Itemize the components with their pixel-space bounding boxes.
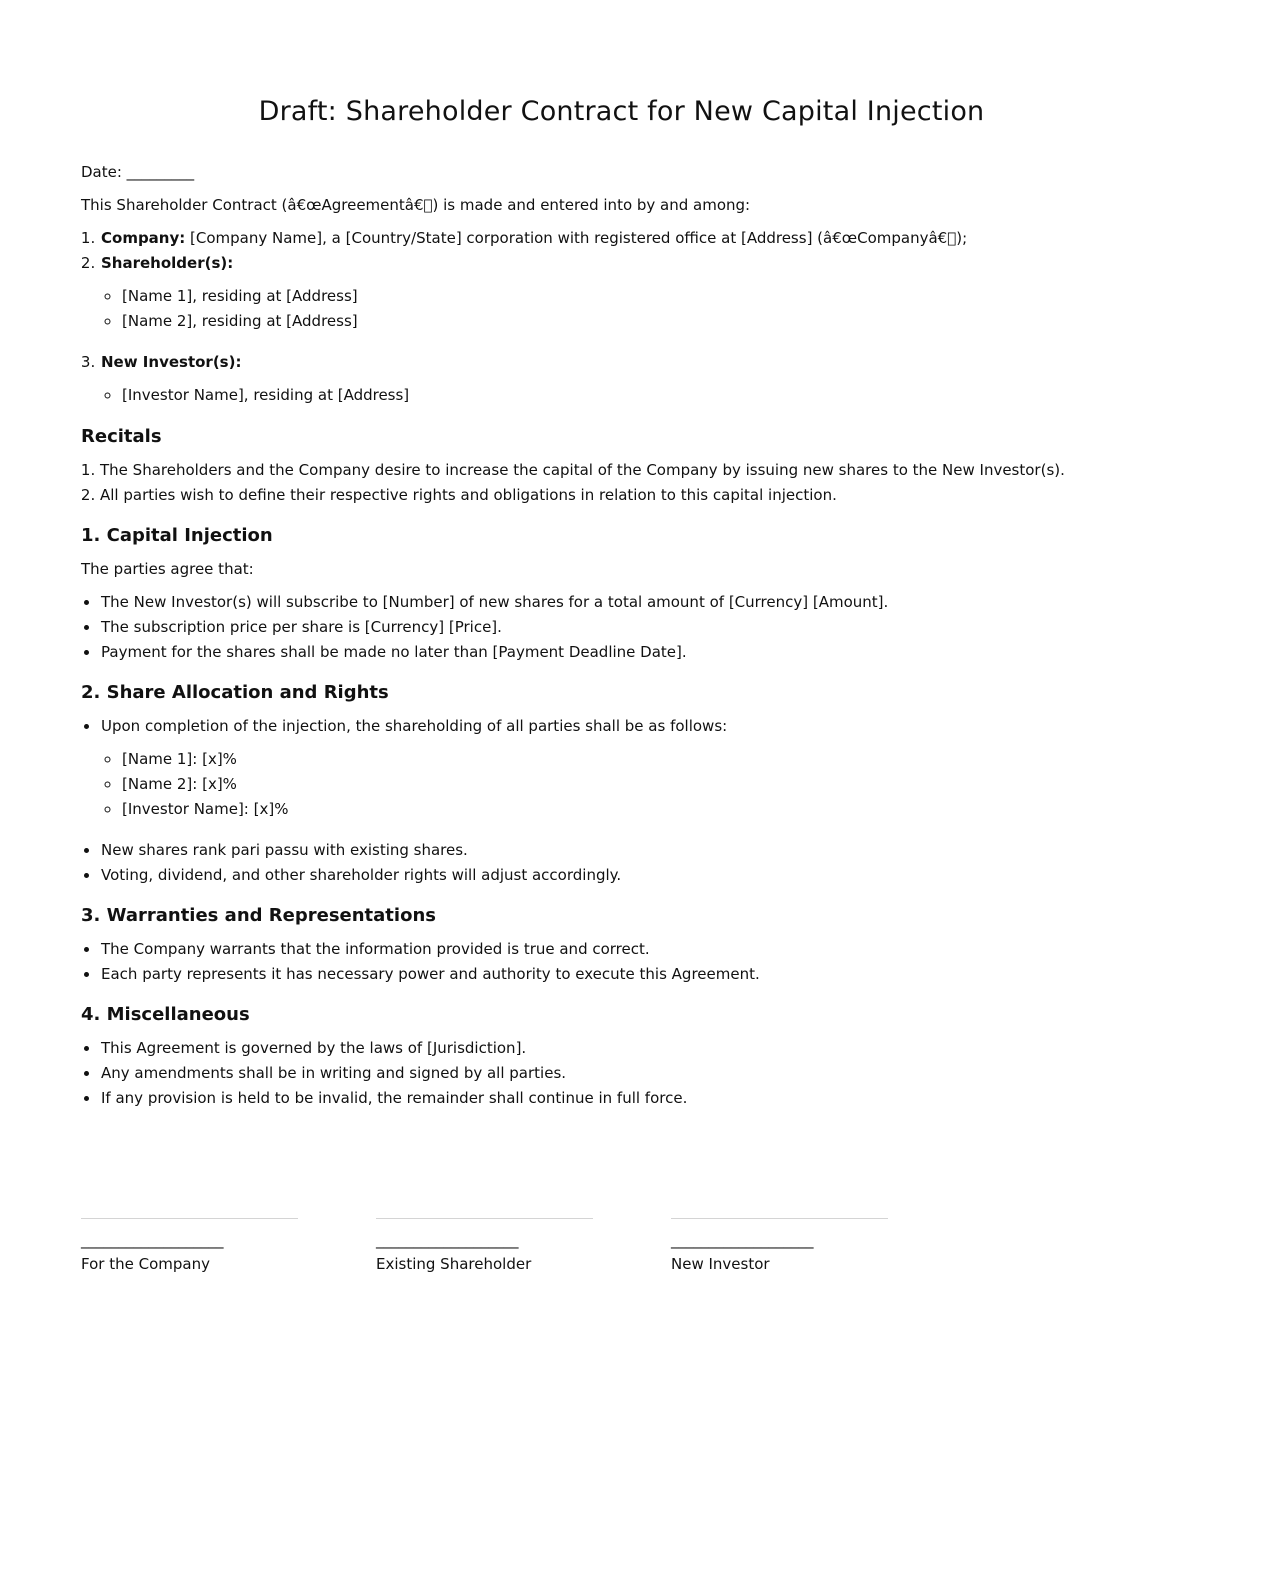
list-item: • The Company warrants that the information provided is true and correct.	[100, 937, 1201, 962]
list-item: • If any provision is held to be invalid, the remainder shall continue in full force.	[100, 1086, 1201, 1111]
allocation-lead: Upon completion of the injection, the shareholding of all parties shall be as follows:	[101, 717, 728, 735]
list-item: ◦ [Name 1]: [x]%	[121, 747, 1201, 772]
signature-blank: ___________________	[81, 1231, 224, 1249]
list-item: • This Agreement is governed by the laws of [Jurisdiction].	[100, 1036, 1201, 1061]
party-investors	[100, 350, 1201, 408]
list-item: • Each party represents it has necessary power and authority to execute this Agreement.	[100, 962, 1201, 987]
holdings-list	[101, 747, 1201, 822]
signature-investor	[671, 1218, 888, 1275]
recitals-heading: Recitals	[81, 426, 162, 447]
list-item: ◦ [Investor Name]: [x]%	[121, 797, 1201, 822]
list-item	[100, 714, 1201, 822]
list-item: ◦ [Name 2], residing at [Address]	[121, 309, 1201, 334]
list-item: ◦ [Name 2]: [x]%	[121, 772, 1201, 797]
allocation-list	[81, 714, 1201, 888]
misc-heading: 4. Miscellaneous	[81, 1004, 250, 1025]
investors-label: New Investor(s):	[101, 353, 242, 371]
signature-blank: ___________________	[671, 1231, 814, 1249]
list-item: 2. All parties wish to define their respective rights and obligations in relation to this capital injection.	[100, 483, 1201, 508]
capital-lead: The parties agree that:	[81, 560, 254, 578]
list-item: • Payment for the shares shall be made no later than [Payment Deadline Date].	[100, 640, 1201, 665]
list-item: • The New Investor(s) will subscribe to [Number] of new shares for a total amount of [Currency] [Amount].	[100, 590, 1201, 615]
parties-list	[81, 226, 1201, 408]
signature-rule	[81, 1218, 298, 1219]
list-item: • Any amendments shall be in writing and signed by all parties.	[100, 1061, 1201, 1086]
intro-paragraph: This Shareholder Contract (â€œAgreementâ€ ) is made and entered into by and among:	[81, 196, 751, 214]
list-item: • New shares rank pari passu with existing shares.	[100, 838, 1201, 863]
investors-list	[101, 383, 1201, 408]
party-company	[100, 226, 1201, 251]
list-item: ◦ [Name 1], residing at [Address]	[121, 284, 1201, 309]
warranties-heading: 3. Warranties and Representations	[81, 905, 436, 926]
warranties-list	[81, 937, 1201, 987]
date-line: Date: _________	[81, 163, 195, 181]
signature-rule	[376, 1218, 593, 1219]
misc-list	[81, 1036, 1201, 1111]
signature-company	[81, 1218, 298, 1275]
document-body	[81, 160, 1201, 1111]
signature-rule	[671, 1218, 888, 1219]
list-item: ◦ [Investor Name], residing at [Address]	[121, 383, 1201, 408]
capital-heading: 1. Capital Injection	[81, 525, 273, 546]
list-item: • Voting, dividend, and other shareholder rights will adjust accordingly.	[100, 863, 1201, 888]
list-item: 1. The Shareholders and the Company desire to increase the capital of the Company by issuing new shares to the New Investor(s).	[100, 458, 1201, 483]
recitals-list	[81, 458, 1201, 508]
company-label: Company:	[101, 229, 186, 247]
document-title: Draft: Shareholder Contract for New Capital Injection	[258, 96, 985, 127]
signature-shareholder	[376, 1218, 593, 1275]
signature-blank: ___________________	[376, 1231, 519, 1249]
shareholders-label: Shareholder(s):	[101, 254, 234, 272]
signature-label: For the Company	[81, 1255, 210, 1273]
company-text: [Company Name], a [Country/State] corporation with registered office at [Address] (â€œCompanyâ€ );	[185, 229, 968, 247]
shareholders-list	[101, 284, 1201, 334]
party-shareholders	[100, 251, 1201, 334]
capital-list	[81, 590, 1201, 665]
signature-label: New Investor	[671, 1255, 770, 1273]
allocation-heading: 2. Share Allocation and Rights	[81, 682, 389, 703]
signature-block	[81, 1218, 981, 1288]
list-item: • The subscription price per share is [Currency] [Price].	[100, 615, 1201, 640]
signature-label: Existing Shareholder	[376, 1255, 532, 1273]
